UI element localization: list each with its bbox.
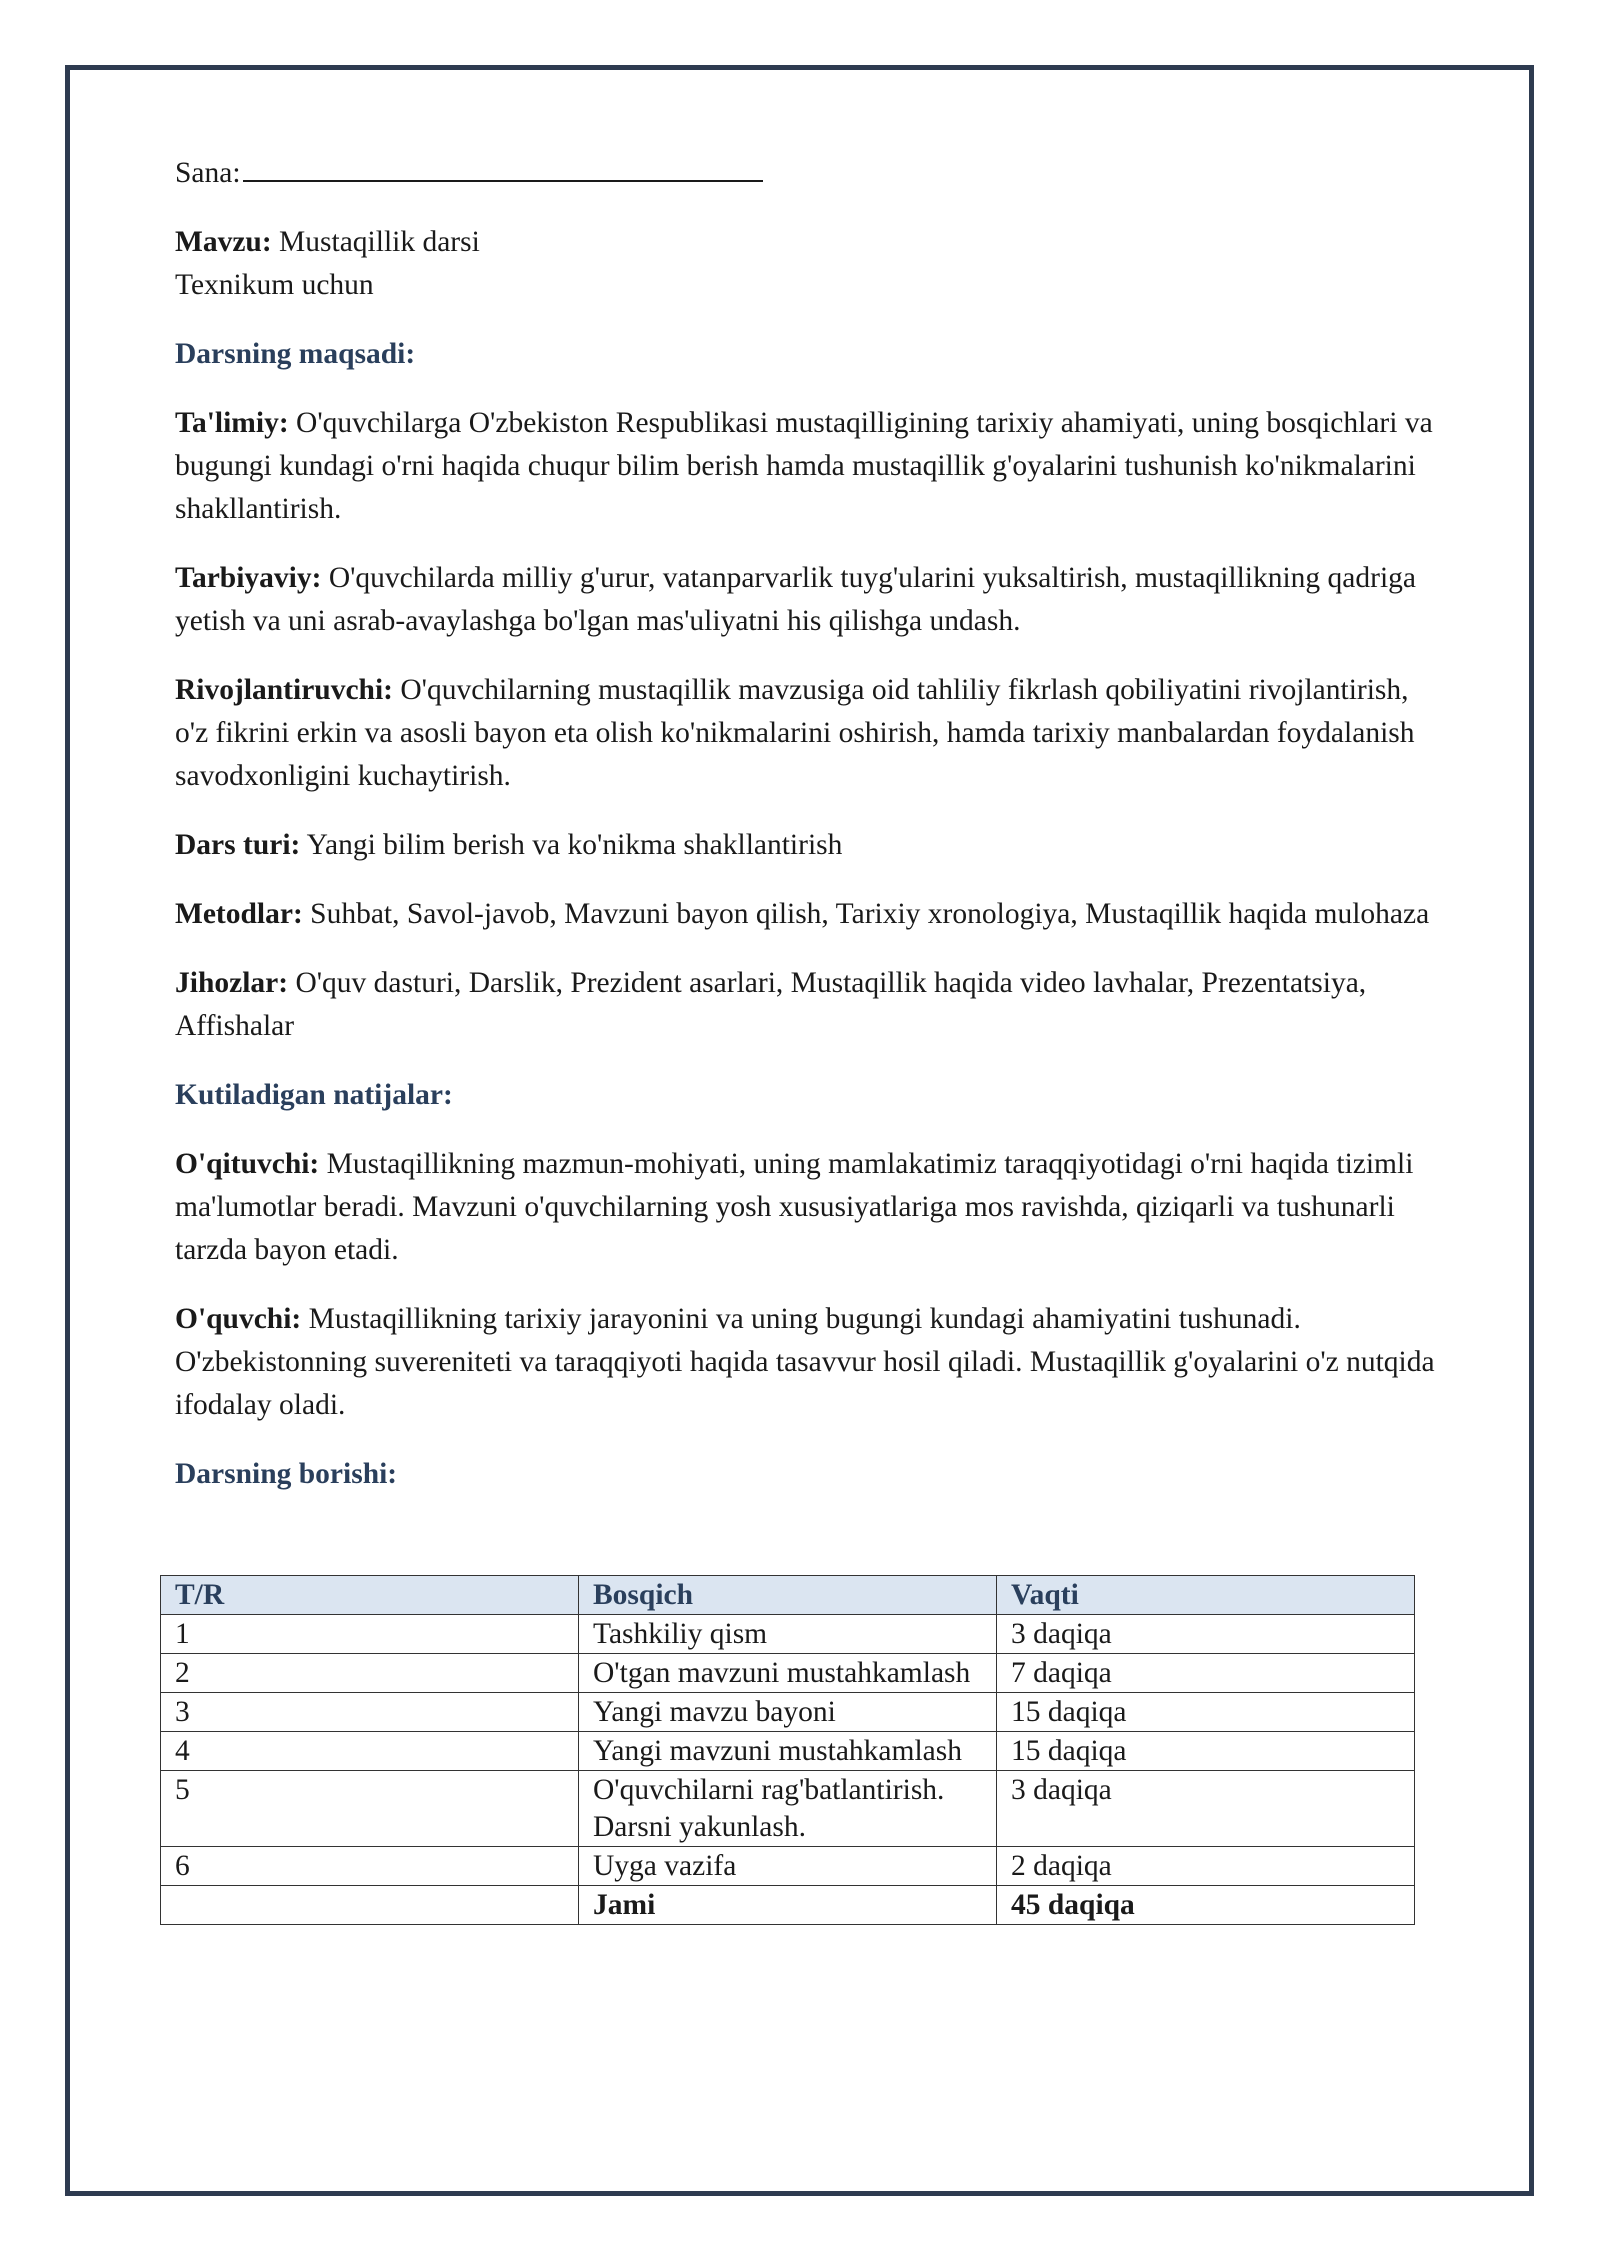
topic-label: Mavzu: — [175, 226, 272, 258]
column-header-time: Vaqti — [997, 1576, 1415, 1615]
teacher-outcome — [175, 1143, 1435, 1272]
methods-text: Suhbat, Savol-javob, Mavzuni bayon qilish, Tarixiy xronologiya, Mustaqillik haqida mulohaza — [310, 898, 1430, 930]
row-number: 3 — [161, 1693, 579, 1732]
equipment-label: Jihozlar: — [175, 967, 289, 999]
row-number: 1 — [161, 1615, 579, 1654]
total-time: 45 daqiqa — [997, 1886, 1415, 1925]
lesson-flow-heading: Darsning borishi: — [175, 1458, 398, 1490]
row-number: 6 — [161, 1847, 579, 1886]
goals-heading: Darsning maqsadi: — [175, 338, 416, 370]
educational-goal-text: O'quvchilarga O'zbekiston Respublikasi mustaqilligining tarixiy ahamiyati, uning bosqichlari va bugungi kundagi o'rni haqida chuqur bilim berish hamda mustaqillik g'oyalarini tushunish ko'nikmalarini shakllantirish. — [175, 407, 1433, 525]
student-outcome-text: Mustaqillikning tarixiy jarayonini va uning bugungi kundagi ahamiyatini tushunadi. O'zbekistonning suvereniteti va taraqqiyoti haqida tasavvur hosil qiladi. Mustaqillik g'oyalarini o'z nutqida ifodalay oladi. — [175, 1303, 1435, 1421]
lesson-type-text: Yangi bilim berish va ko'nikma shakllantirish — [306, 829, 843, 861]
row-stage: Yangi mavzu bayoni — [579, 1693, 997, 1732]
row-stage: Uyga vazifa — [579, 1847, 997, 1886]
row-number: 4 — [161, 1732, 579, 1771]
topic-value: Mustaqillik darsi — [279, 226, 480, 258]
methods — [175, 893, 1435, 936]
lesson-type — [175, 824, 1435, 867]
total-number — [161, 1886, 579, 1925]
date-label: Sana: — [175, 157, 241, 189]
column-header-stage: Bosqich — [579, 1576, 997, 1615]
teacher-outcome-text: Mustaqillikning mazmun-mohiyati, uning mamlakatimiz taraqqiyotidagi o'rni haqida tizimli ma'lumotlar beradi. Mavzuni o'quvchilarning yosh xususiyatlariga mos ravishda, qiziqarli va tushunarli tarzda bayon etadi. — [175, 1148, 1414, 1266]
teacher-outcome-label: O'qituvchi: — [175, 1148, 320, 1180]
student-outcome-label: O'quvchi: — [175, 1303, 302, 1335]
row-time: 15 daqiqa — [997, 1732, 1415, 1771]
equipment-text: O'quv dasturi, Darslik, Prezident asarlari, Mustaqillik haqida video lavhalar, Prezentatsiya, Affishalar — [175, 967, 1367, 1042]
column-header-number: T/R — [161, 1576, 579, 1615]
row-number: 2 — [161, 1654, 579, 1693]
table-header-row — [161, 1576, 1415, 1615]
outcomes-heading: Kutiladigan natijalar: — [175, 1079, 453, 1111]
upbringing-goal-label: Tarbiyaviy: — [175, 562, 322, 594]
upbringing-goal-text: O'quvchilarda milliy g'urur, vatanparvarlik tuyg'ularini yuksaltirish, mustaqillikning qadriga yetish va uni asrab-avaylashga bo'lgan mas'uliyatni his qilishga undash. — [175, 562, 1417, 637]
row-time: 3 daqiqa — [997, 1771, 1415, 1847]
table-row — [161, 1847, 1415, 1886]
row-number: 5 — [161, 1771, 579, 1847]
table-row — [161, 1771, 1415, 1847]
educational-goal-label: Ta'limiy: — [175, 407, 289, 439]
date-line — [175, 150, 1435, 195]
topic-block — [175, 221, 1435, 307]
table-row — [161, 1615, 1415, 1654]
student-outcome — [175, 1298, 1435, 1427]
equipment — [175, 962, 1435, 1048]
total-label: Jami — [579, 1886, 997, 1925]
methods-label: Metodlar: — [175, 898, 303, 930]
row-stage: Yangi mavzuni mustahkamlash — [579, 1732, 997, 1771]
table-row — [161, 1732, 1415, 1771]
document-body — [175, 150, 1435, 1522]
table-row — [161, 1693, 1415, 1732]
table-total-row — [161, 1886, 1415, 1925]
educational-goal — [175, 402, 1435, 531]
row-time: 7 daqiqa — [997, 1654, 1415, 1693]
table-row — [161, 1654, 1415, 1693]
row-stage: O'tgan mavzuni mustahkamlash — [579, 1654, 997, 1693]
lesson-type-label: Dars turi: — [175, 829, 301, 861]
date-blank — [243, 150, 763, 182]
row-stage: O'quvchilarni rag'batlantirish. Darsni yakunlash. — [579, 1771, 997, 1847]
upbringing-goal — [175, 557, 1435, 643]
developmental-goal — [175, 669, 1435, 798]
developmental-goal-text: O'quvchilarning mustaqillik mavzusiga oid tahliliy fikrlash qobiliyatini rivojlantirish, o'z fikrini erkin va asosli bayon eta olish ko'nikmalarini oshirish, hamda tarixiy manbalardan foydalanish savodxonligini kuchaytirish. — [175, 674, 1415, 792]
row-time: 3 daqiqa — [997, 1615, 1415, 1654]
row-stage: Tashkiliy qism — [579, 1615, 997, 1654]
lesson-plan-table — [160, 1575, 1415, 1925]
row-time: 2 daqiqa — [997, 1847, 1415, 1886]
topic-subtitle: Texnikum uchun — [175, 269, 374, 301]
row-time: 15 daqiqa — [997, 1693, 1415, 1732]
developmental-goal-label: Rivojlantiruvchi: — [175, 674, 393, 706]
